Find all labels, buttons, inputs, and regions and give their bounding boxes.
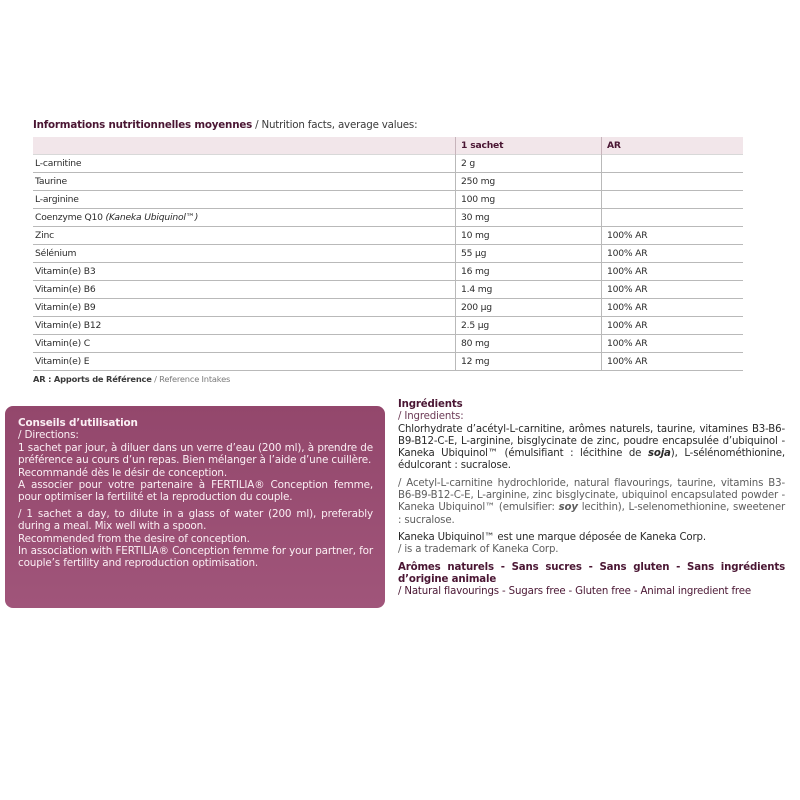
nutrient-name (33, 317, 456, 335)
table-row (33, 281, 743, 299)
nutrient-amount: 2.5 µg (456, 317, 602, 335)
nutrient-ar (602, 191, 744, 209)
table-row (33, 353, 743, 371)
ingredients-list-fr (398, 424, 785, 473)
nutrient-amount: 1.4 mg (456, 281, 602, 299)
nutrient-label: Taurine (35, 176, 67, 187)
ingredients-en-part1: / Acetyl-L-carnitine hydrochloride, natural flavourings, taurine, vitamins B3-B6-B9-B12-C-E, L-arginine, zinc bisglycinate, ubiquinol encapsulated powder - Kaneka Ubiquinol™ (emulsifier: (398, 477, 785, 514)
claims-en: / Natural flavourings - Sugars free - Gluten free - Animal ingredient free (398, 586, 751, 598)
claims-fr: Arômes naturels - Sans sucres - Sans gluten - Sans ingrédients d’origine animale (398, 561, 785, 585)
directions-en-association: In association with FERTILIA® Conception femme for your partner, for couple’s fertility and reproduction optimisation. (18, 545, 373, 570)
reference-intakes-note (33, 374, 230, 384)
nutrient-ar: 100% AR (602, 317, 744, 335)
nutrient-label: Vitamin(e) B3 (35, 266, 96, 277)
directions-en-dosage: / 1 sachet a day, to dilute in a glass of water (200 ml), preferably during a meal. Mix well with a spoon. (18, 507, 373, 533)
ingredients-en-part2: lecithin), L-selenomethionine, sweetener : sucralose. (398, 502, 785, 526)
nutrient-amount: 200 µg (456, 299, 602, 317)
table-row (33, 299, 743, 317)
nutrient-amount: 30 mg (456, 209, 602, 227)
nutrient-label: Zinc (35, 230, 54, 241)
table-row (33, 335, 743, 353)
nutrient-label: L-carnitine (35, 158, 82, 169)
nutrient-amount: 12 mg (456, 353, 602, 371)
directions-en-recommendation: Recommended from the desire of conception. (18, 532, 250, 545)
ar-note-en: / Reference Intakes (151, 374, 231, 384)
trademark-en: / is a trademark of Kaneka Corp. (398, 544, 559, 556)
nutrient-label: Coenzyme Q10 (35, 212, 106, 223)
ingredients-section (398, 399, 785, 598)
table-row (33, 155, 743, 173)
nutrient-ar: 100% AR (602, 299, 744, 317)
directions-fr-recommendation: Recommandé dès le désir de conception. (18, 466, 228, 479)
nutrient-amount: 2 g (456, 155, 602, 173)
nutrition-table-body (33, 155, 743, 371)
nutrition-table (33, 137, 743, 371)
nutrition-title (33, 119, 417, 131)
table-row (33, 317, 743, 335)
table-row (33, 191, 743, 209)
nutrition-title-fr: Informations nutritionnelles moyennes (33, 119, 253, 131)
nutrient-ar (602, 173, 744, 191)
trademark-fr: Kaneka Ubiquinol™ est une marque déposée de Kaneka Corp. (398, 531, 706, 543)
nutrient-name (33, 227, 456, 245)
nutrient-ar (602, 209, 744, 227)
nutrient-ar: 100% AR (602, 335, 744, 353)
nutrient-amount: 55 µg (456, 245, 602, 263)
allergen-soja: soja (647, 448, 671, 460)
nutrient-amount: 16 mg (456, 263, 602, 281)
directions-box (5, 406, 385, 608)
nutrient-amount: 10 mg (456, 227, 602, 245)
column-header-nutrient (33, 137, 456, 155)
nutrient-label: Vitamin(e) B9 (35, 302, 96, 313)
nutrient-label: Vitamin(e) B6 (35, 284, 96, 295)
nutrient-label: L-arginine (35, 194, 79, 205)
nutrient-name (33, 173, 456, 191)
nutrient-name (33, 209, 456, 227)
ingredients-title-fr: Ingrédients (398, 399, 463, 410)
directions-fr-association: A associer pour votre partenaire à FERTILIA® Conception femme, pour optimiser la fertilité et la reproduction du couple. (18, 479, 373, 504)
column-header-per-sachet: 1 sachet (456, 137, 602, 155)
table-row (33, 227, 743, 245)
ar-note-fr: AR : Apports de Référence (33, 374, 152, 384)
nutrient-ar: 100% AR (602, 353, 744, 371)
nutrient-ar: 100% AR (602, 281, 744, 299)
ingredients-fr-part2: ), L-sélénométhionine, édulcorant : sucralose. (398, 448, 785, 472)
ingredients-list-en (398, 478, 785, 527)
table-row (33, 245, 743, 263)
directions-fr-dosage: 1 sachet par jour, à diluer dans un verre d’eau (200 ml), à prendre de préférence au cours d’un repas. Bien mélanger à l’aide d’une cuillère. (18, 441, 373, 467)
table-row (33, 173, 743, 191)
nutrient-name (33, 299, 456, 317)
ingredients-title-en: / Ingredients: (398, 411, 464, 423)
directions-subtitle: / Directions: (18, 429, 79, 442)
nutrient-name (33, 353, 456, 371)
nutrient-label: Vitamin(e) B12 (35, 320, 102, 331)
nutrient-amount: 80 mg (456, 335, 602, 353)
column-header-ar: AR (602, 137, 744, 155)
nutrient-label: Vitamin(e) E (35, 356, 90, 367)
table-row (33, 209, 743, 227)
nutrient-name (33, 191, 456, 209)
nutrient-amount: 250 mg (456, 173, 602, 191)
nutrient-name (33, 335, 456, 353)
nutrient-name (33, 155, 456, 173)
nutrient-ar: 100% AR (602, 263, 744, 281)
nutrient-name (33, 263, 456, 281)
nutrient-ar: 100% AR (602, 245, 744, 263)
nutrition-table-header (33, 137, 743, 155)
nutrient-label: Vitamin(e) C (35, 338, 90, 349)
nutrition-title-en: / Nutrition facts, average values: (252, 119, 418, 131)
directions-title: Conseils d’utilisation (18, 417, 138, 429)
nutrient-ar (602, 155, 744, 173)
table-row (33, 263, 743, 281)
ingredients-fr-part1: Chlorhydrate d’acétyl-L-carnitine, arômes naturels, taurine, vitamines B3-B6-B9-B12-C-E, L-arginine, bisglycinate de zinc, poudre encapsulée d’ubiquinol - Kaneka Ubiquinol™ (émulsifiant : lécithine de (398, 423, 785, 460)
nutrient-name (33, 245, 456, 263)
nutrient-note: (Kaneka Ubiquinol™) (105, 212, 199, 223)
allergen-soy: soy (558, 502, 578, 514)
nutrient-amount: 100 mg (456, 191, 602, 209)
nutrient-ar: 100% AR (602, 227, 744, 245)
nutrient-name (33, 281, 456, 299)
nutrient-label: Sélénium (35, 248, 77, 259)
